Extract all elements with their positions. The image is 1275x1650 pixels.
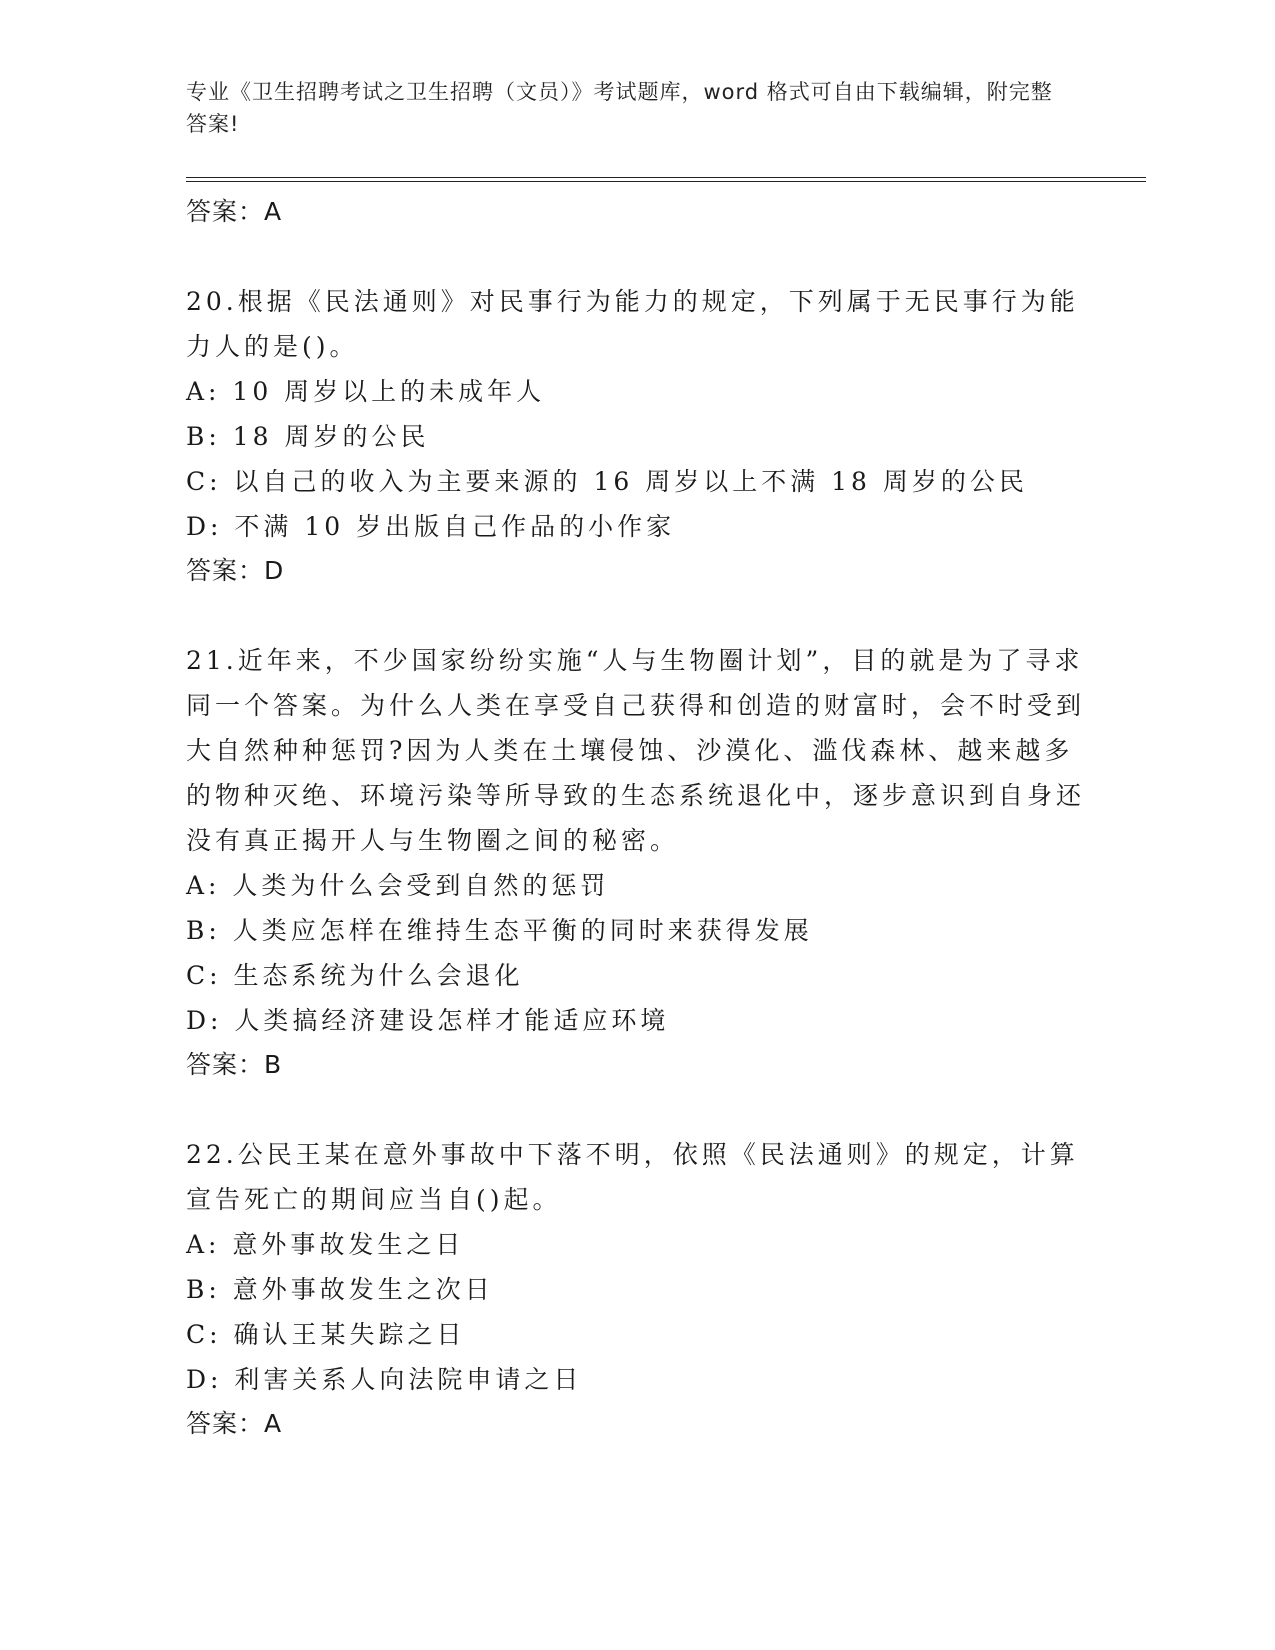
- answer-line: 答案：A: [186, 197, 283, 226]
- option-b: B: 意外事故发生之次日: [186, 1275, 494, 1304]
- question-text: 21.近年来，不少国家纷纷实施“人与生物圈计划”，目的就是为了寻求同一个答案。为什么人类在享受自己获得和创造的财富时，会不时受到大自然种种惩罚?因为人类在土壤侵蚀、沙漠化、滥伐森林、越来越多的物种灭绝、环境污染等所导致的生态系统退化中，逐步意识到自身还没有真正揭开人与生物圈之间的秘密。: [186, 646, 1086, 855]
- header-divider-secondary: [186, 181, 1146, 182]
- answer-line: 答案：B: [186, 1050, 283, 1079]
- question-text: 20.根据《民法通则》对民事行为能力的规定，下列属于无民事行为能力人的是()。: [186, 287, 1079, 361]
- question-text: 22.公民王某在意外事故中下落不明，依照《民法通则》的规定，计算宣告死亡的期间应当自()起。: [186, 1140, 1079, 1214]
- question-block: [186, 638, 1086, 1087]
- question-block: [186, 1132, 1086, 1446]
- option-d: D: 人类搞经济建设怎样才能适应环境: [186, 1006, 670, 1035]
- option-c: C: 确认王某失踪之日: [186, 1320, 466, 1349]
- question-block: [186, 279, 1086, 593]
- option-a: A: 10 周岁以上的未成年人: [186, 377, 546, 406]
- answer-line: 答案：A: [186, 1409, 283, 1438]
- option-b: B: 18 周岁的公民: [186, 422, 430, 451]
- option-a: A: 意外事故发生之日: [186, 1230, 465, 1259]
- option-b: B: 人类应怎样在维持生态平衡的同时来获得发展: [186, 916, 813, 945]
- answer-line: 答案：D: [186, 556, 285, 585]
- option-a: A: 人类为什么会受到自然的惩罚: [186, 871, 610, 900]
- header-divider: [186, 177, 1146, 178]
- option-c: C: 以自己的收入为主要来源的 16 周岁以上不满 18 周岁的公民: [186, 467, 1028, 496]
- option-d: D: 不满 10 岁出版自己作品的小作家: [186, 512, 676, 541]
- page-header: 专业《卫生招聘考试之卫生招聘（文员）》考试题库，word 格式可自由下载编辑，附完整答案!: [186, 80, 1053, 136]
- question-list: [186, 190, 1086, 1446]
- option-c: C: 生态系统为什么会退化: [186, 961, 524, 990]
- option-d: D: 利害关系人向法院申请之日: [186, 1365, 583, 1394]
